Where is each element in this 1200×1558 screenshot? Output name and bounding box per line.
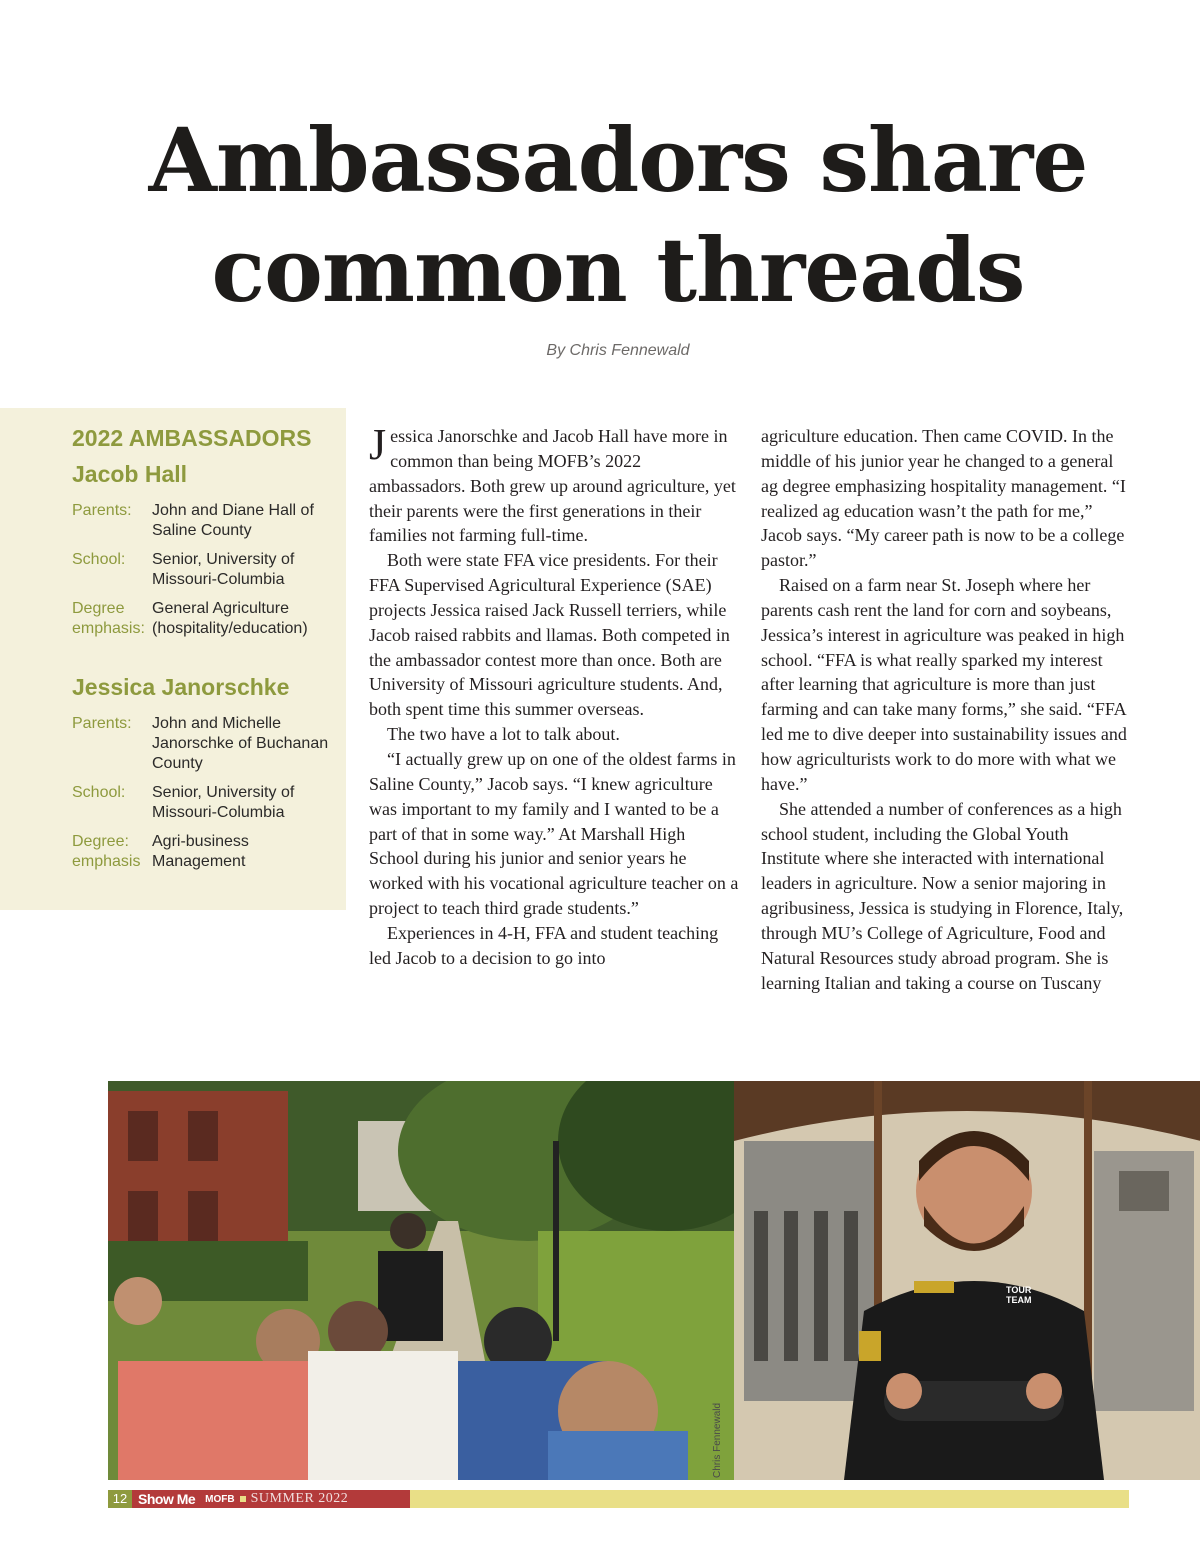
shirt-team-text: TEAM — [1006, 1295, 1032, 1305]
paragraph — [369, 420, 739, 548]
info-row — [72, 783, 346, 823]
article-title — [0, 105, 1200, 325]
info-label: Parents: — [72, 502, 132, 519]
info-value: Senior, University of Missouri-Columbia — [152, 784, 295, 821]
info-row — [72, 501, 346, 541]
info-row — [72, 714, 346, 774]
footer-folio — [108, 1490, 410, 1508]
paragraph: Both were state FFA vice presidents. For their FFA Supervised Agricultural Experience (SAE) projects Jessica raised Jack Russell terriers, while Jacob raised rabbits and llamas. Both competed in the ambassador contest more than once. Both are University of Missouri agriculture students. And, both spent time this summer overseas. — [369, 550, 730, 720]
info-value: General Agriculture (hospitality/education) — [152, 600, 308, 637]
issue-name: SUMMER 2022 — [250, 1491, 349, 1506]
article-title-line-2: common threads — [211, 218, 1025, 322]
info-label: Degree emphasis: — [72, 600, 145, 637]
ambassador-name: Jacob Hall — [72, 461, 188, 487]
info-value: Senior, University of Missouri-Columbia — [152, 551, 295, 588]
magazine-name: Show Me — [138, 1491, 196, 1507]
info-value: Agri-business Management — [152, 833, 249, 870]
article-column-1 — [369, 420, 739, 971]
jacob-portrait-photo — [734, 1081, 1200, 1480]
info-value: John and Michelle Janorschke of Buchanan County — [152, 715, 329, 772]
ambassador-name: Jessica Janorschke — [72, 674, 290, 700]
paragraph: “I actually grew up on one of the oldest farms in Saline County,” Jacob says. “I knew agriculture was important to my family and I wanted to be a part of that in some way.” At Marshall High School during his junior and senior years he worked with his vocational agriculture teacher on a project to teach third grade students.” — [369, 748, 739, 919]
article-column-2 — [761, 424, 1131, 995]
ambassadors-sidebar — [0, 408, 346, 910]
article-title-line-1: Ambassadors share — [148, 108, 1088, 212]
square-icon — [240, 1496, 246, 1502]
paragraph: Raised on a farm near St. Joseph where her parents cash rent the land for corn and soybeans, Jessica’s interest in agriculture was peaked in high school. “FFA is what really sparked my interest after learning that agriculture is more than just farming and can take many forms,” she said. “FFA led me to dive deeper into sustainability issues and how agriculturists work to do more with what we have.” — [761, 575, 1127, 794]
info-row — [72, 599, 346, 639]
info-label: School: — [72, 784, 126, 801]
footer-bar — [410, 1490, 1129, 1508]
info-row — [72, 832, 346, 872]
photo-credit: Chris Fennewald — [712, 1402, 723, 1478]
page-number: 12 — [108, 1490, 132, 1508]
org-name: MOFB — [205, 1493, 235, 1505]
paragraph: She attended a number of conferences as a high school student, including the Global Youth Institute where she interacted with international leaders in agriculture. Now a senior majoring in agribusiness, Jessica is studying in Florence, Italy, through MU’s College of Agriculture, Food and Natural Resources study abroad program. She is learning Italian and taking a course on Tuscany — [761, 798, 1124, 993]
info-label: School: — [72, 551, 126, 568]
info-label: Degree: emphasis — [72, 833, 141, 870]
paragraph: agriculture education. Then came COVID. In the middle of his junior year he changed to a general ag degree emphasizing hospitality management. “I realized ag education wasn’t the path for me,” Jacob says. “My career path is now to be a college pastor.” — [761, 426, 1126, 571]
byline: By Chris Fennewald — [546, 342, 690, 359]
drop-cap: J — [369, 420, 387, 469]
page-footer — [108, 1490, 1129, 1508]
paragraph: The two have a lot to talk about. — [387, 724, 620, 745]
info-label: Parents: — [72, 715, 132, 732]
paragraph: Experiences in 4-H, FFA and student teaching led Jacob to a decision to go into — [369, 922, 719, 968]
campus-tour-photo — [108, 1081, 734, 1480]
info-value: John and Diane Hall of Saline County — [152, 502, 314, 539]
sidebar-heading: 2022 AMBASSADORS — [72, 425, 312, 451]
shirt-tour-text: TOUR — [1006, 1285, 1032, 1295]
paragraph-text: essica Janorschke and Jacob Hall have more in common than being MOFB’s 2022 ambassadors. Both grew up around agriculture, yet their parents were the first generations in their families not farming full-time. — [369, 426, 736, 546]
info-row — [72, 550, 346, 590]
